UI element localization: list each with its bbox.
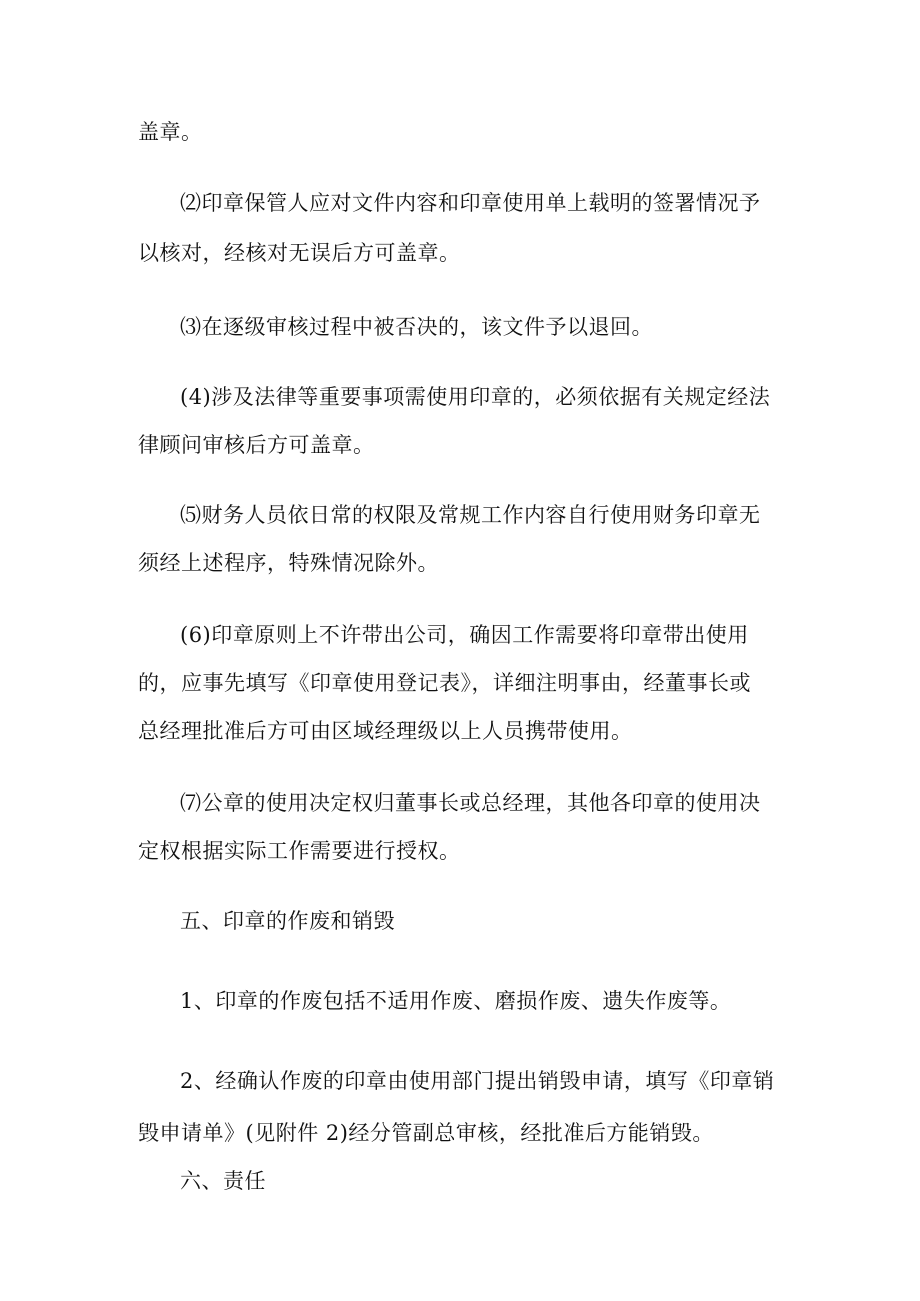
paragraph-line: 的，应事先填写《印章使用登记表》，详细注明事由，经董事长或 xyxy=(138,671,751,695)
paragraph-line: 2、经确认作废的印章由使用部门提出销毁申请，填写《印章销 xyxy=(180,1069,775,1093)
paragraph-line: 须经上述程序，特殊情况除外。 xyxy=(138,551,439,575)
section-heading: 六、责任 xyxy=(180,1169,266,1193)
paragraph-line: ⑸财务人员依日常的权限及常规工作内容自行使用财务印章无 xyxy=(180,503,761,527)
paragraph-line: (4)涉及法律等重要事项需使用印章的，必须依据有关规定经法 xyxy=(180,385,771,409)
paragraph-line: ⑺公章的使用决定权归董事长或总经理，其他各印章的使用决 xyxy=(180,791,761,815)
paragraph-line: ⑵印章保管人应对文件内容和印章使用单上载明的签署情况予 xyxy=(180,191,761,215)
paragraph-line: 总经理批准后方可由区域经理级以上人员携带使用。 xyxy=(138,719,633,743)
paragraph-line: 毁申请单》(见附件 2)经分管副总审核，经批准后方能销毁。 xyxy=(138,1121,714,1145)
paragraph-line: 以核对，经核对无误后方可盖章。 xyxy=(138,241,461,265)
paragraph-line: (6)印章原则上不许带出公司，确因工作需要将印章带出使用 xyxy=(180,623,749,647)
section-heading: 五、印章的作废和销毁 xyxy=(180,909,395,933)
paragraph-line: 定权根据实际工作需要进行授权。 xyxy=(138,839,461,863)
paragraph-line: 盖章。 xyxy=(138,120,203,144)
paragraph-line: 律顾问审核后方可盖章。 xyxy=(138,433,375,457)
paragraph-line: ⑶在逐级审核过程中被否决的，该文件予以退回。 xyxy=(180,315,653,339)
paragraph-line: 1、印章的作废包括不适用作废、磨损作废、遗失作废等。 xyxy=(180,989,732,1013)
